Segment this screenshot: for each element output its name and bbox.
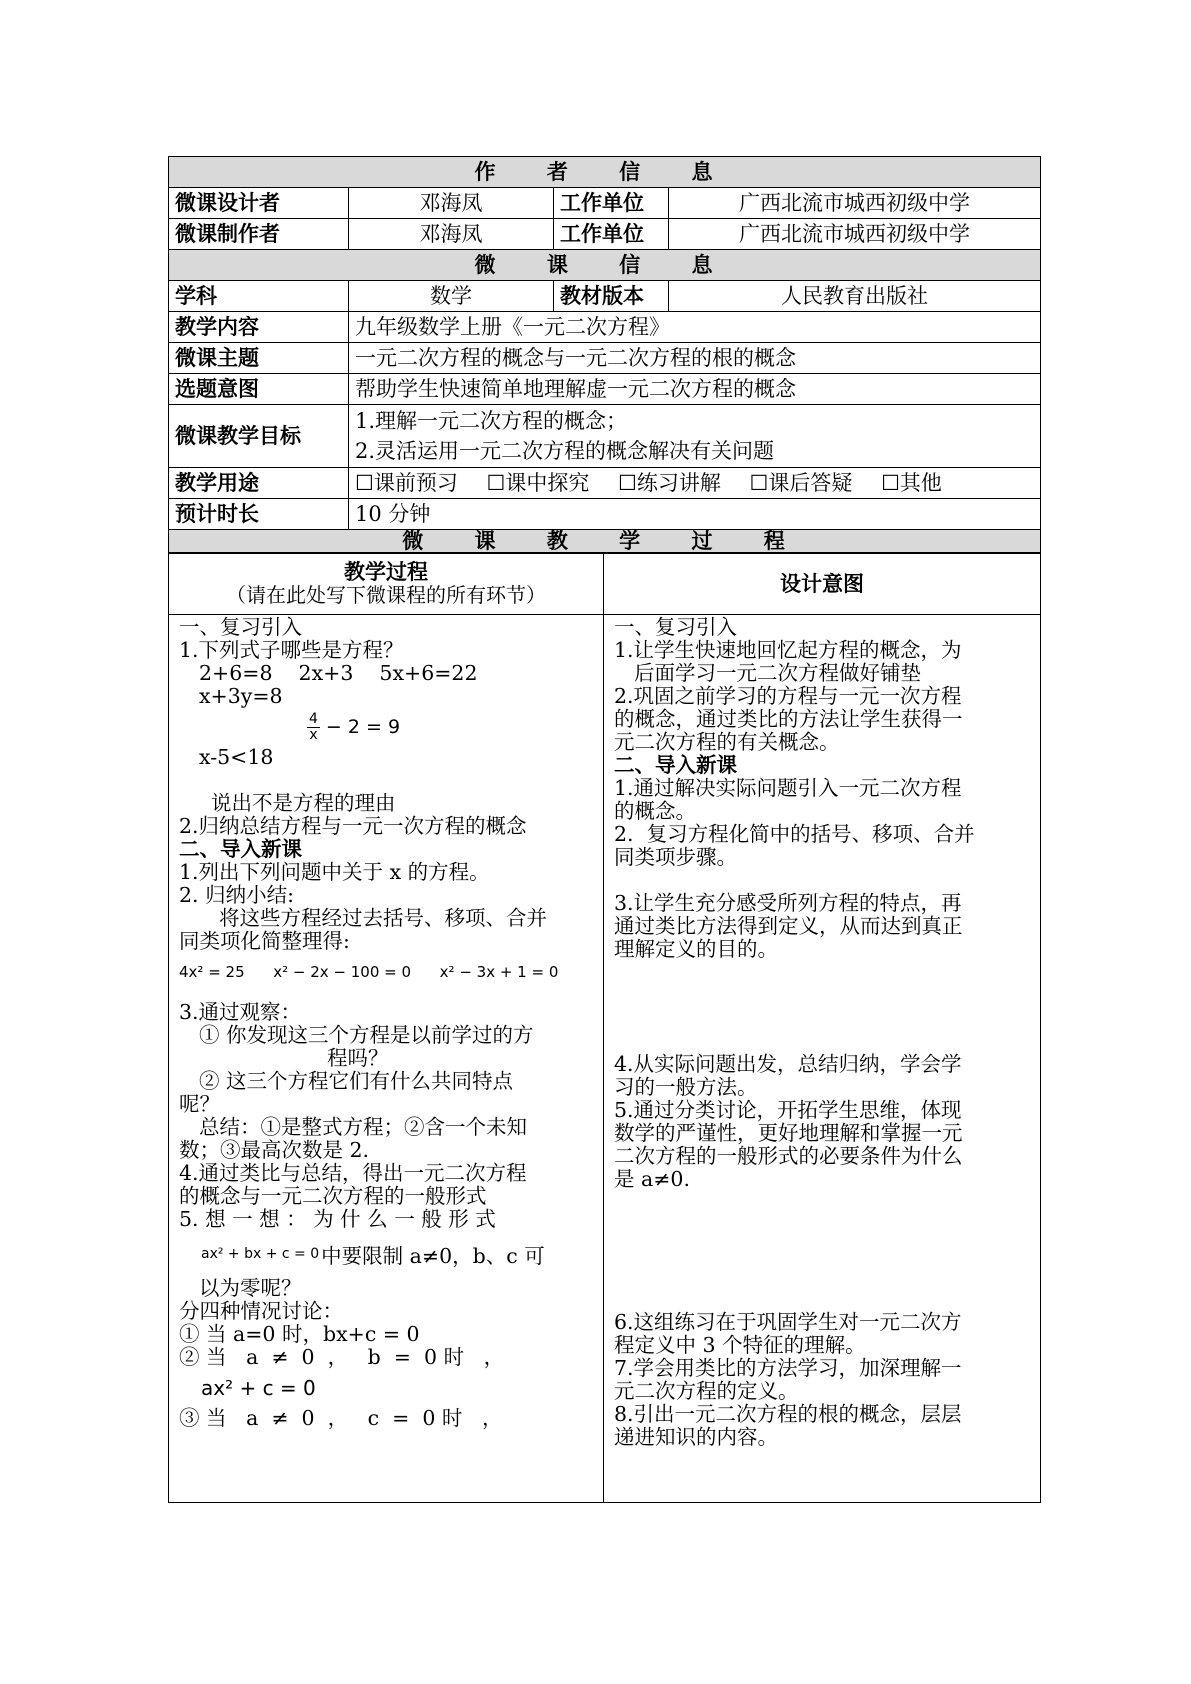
spacer: [614, 869, 1030, 892]
process-line: 2. 归纳小结:: [179, 883, 294, 907]
general-form-row: [179, 1231, 593, 1277]
process-header: 微 课 教 学 过 程: [169, 530, 1041, 553]
lesson-plan-sheet: [168, 156, 1040, 1503]
designer-unit: 广西北流市城西初级中学: [669, 188, 1041, 219]
design-line: 通过类比方法得到定义，从而达到真正: [614, 914, 963, 938]
process-line: 呢？: [179, 1092, 220, 1116]
design-line: 二次方程的一般形式的必要条件为什么: [614, 1144, 963, 1168]
design-line: 理解定义的目的。: [614, 937, 778, 961]
design-column-header: [604, 554, 1041, 615]
design-line: 元二次方程的有关概念。: [614, 730, 840, 754]
process-line: 数；③最高次数是 2.: [179, 1138, 370, 1162]
process-line: 3.通过观察：: [179, 1000, 302, 1024]
designer-name: 邓海凤: [349, 188, 554, 219]
process-line: 以为零呢？: [199, 1276, 302, 1300]
process-column-header: [169, 554, 604, 615]
usage-checkbox-preview[interactable]: ☐课前预习: [355, 471, 458, 495]
design-line: 7.学会用类比的方法学习，加深理解一: [614, 1356, 962, 1380]
process-head-note: （请在此处写下微课程的所有环节）: [226, 583, 546, 607]
simplified-equations: [179, 959, 593, 985]
design-line: 1.通过解决实际问题引入一元二次方程: [614, 776, 962, 800]
design-line: 习的一般方法。: [614, 1075, 758, 1099]
maker-name: 邓海凤: [349, 219, 554, 250]
duration-value: 10 分钟: [349, 499, 1041, 530]
usage-label: 教学用途: [169, 468, 349, 499]
goal-label: 微课教学目标: [169, 405, 349, 468]
general-form: ax² + bx + c = 0: [201, 1246, 320, 1262]
design-line: 程定义中 3 个特征的理解。: [614, 1333, 866, 1357]
design-line: 递进知识的内容。: [614, 1425, 778, 1449]
process-line: 同类项化简整理得:: [179, 929, 350, 953]
designer-label: 微课设计者: [169, 188, 349, 219]
process-head-title: 教学过程: [344, 560, 428, 584]
process-line: 将这些方程经过去括号、移项、合并: [219, 906, 547, 930]
process-line: 中要限制 a≠0，b、c 可: [321, 1244, 545, 1268]
process-line: 说出不是方程的理由: [211, 791, 396, 815]
usage-options: [349, 468, 1041, 499]
design-line: 4.从实际问题出发，总结归纳，学会学: [614, 1052, 962, 1076]
design-line: 的概念。: [614, 799, 696, 823]
design-line: 一、复习引入: [614, 615, 737, 639]
textbook-label: 教材版本: [554, 281, 669, 312]
process-line: ① 当 a=0 时，bx+c = 0: [179, 1322, 420, 1346]
design-head-title: 设计意图: [780, 572, 864, 596]
design-line: 的概念，通过类比的方法让学生获得一: [614, 707, 963, 731]
subject-value: 数学: [349, 281, 554, 312]
course-info-header: 微 课 信 息: [169, 250, 1041, 281]
goal-item: 2.灵活运用一元二次方程的概念解决有关问题: [355, 439, 775, 463]
design-line: 2.巩固之前学习的方程与一元一次方程: [614, 684, 962, 708]
goal-values: [349, 405, 1041, 468]
process-line: 2+6=8 2x+3 5x+6=22 x+3y=8: [199, 661, 517, 708]
designer-unit-label: 工作单位: [554, 188, 669, 219]
spacer: [179, 987, 593, 1001]
process-line: ② 当 a ≠ 0 ， b = 0 时 ，: [179, 1345, 505, 1369]
subject-label: 学科: [169, 281, 349, 312]
usage-checkbox-practice[interactable]: ☐练习讲解: [618, 471, 721, 495]
intent-value: 帮助学生快速简单地理解虚一元二次方程的概念: [349, 374, 1041, 405]
design-line: 6.这组练习在于巩固学生对一元二次方: [614, 1310, 962, 1334]
process-line: 总结：①是整式方程；②含一个未知: [199, 1115, 527, 1139]
spacer: [614, 961, 1030, 1053]
equation-2: x² − 2x − 100 = 0: [273, 963, 412, 981]
design-line: 后面学习一元二次方程做好铺垫: [634, 661, 921, 685]
textbook-value: 人民教育出版社: [669, 281, 1041, 312]
equation-ax2-c: ax² + c = 0: [201, 1376, 316, 1400]
fraction-rest: − 2 = 9: [325, 716, 401, 738]
process-line: 5. 想 一 想 ： 为 什 么 一 般 形 式: [179, 1207, 496, 1231]
content-value: 九年级数学上册《一元二次方程》: [349, 312, 1041, 343]
content-label: 教学内容: [169, 312, 349, 343]
fraction: $\frac{4}{x}$: [309, 710, 318, 743]
design-line: 是 a≠0.: [614, 1167, 690, 1191]
equation-1: 4x² = 25: [179, 963, 245, 981]
process-line: 分四种情况讨论：: [179, 1299, 343, 1323]
maker-label: 微课制作者: [169, 219, 349, 250]
maker-unit-label: 工作单位: [554, 219, 669, 250]
design-content: [604, 615, 1041, 1503]
theme-value: 一元二次方程的概念与一元二次方程的根的概念: [349, 343, 1041, 374]
design-line: 8.引出一元二次方程的根的概念，层层: [614, 1402, 962, 1426]
equation-3: x² − 3x + 1 = 0: [439, 963, 559, 981]
process-line: 程吗？: [327, 1046, 389, 1070]
duration-label: 预计时长: [169, 499, 349, 530]
maker-unit: 广西北流市城西初级中学: [669, 219, 1041, 250]
process-line: 1.列出下列问题中关于 x 的方程。: [179, 860, 490, 884]
design-line: 5.通过分类讨论，开拓学生思维，体现: [614, 1098, 962, 1122]
theme-label: 微课主题: [169, 343, 349, 374]
process-line: ② 这三个方程它们有什么共同特点: [199, 1069, 514, 1093]
process-line: x-5<18: [199, 745, 274, 769]
author-info-header: 作 者 信 息: [169, 157, 1041, 188]
design-line: 1.让学生快速地回忆起方程的概念，为: [614, 638, 962, 662]
design-line: 数学的严谨性，更好地理解和掌握一元: [614, 1121, 963, 1145]
design-line: 二、导入新课: [614, 753, 737, 777]
process-line: 一、复习引入: [179, 615, 302, 639]
process-line: ① 你发现这三个方程是以前学过的方: [199, 1023, 534, 1047]
fraction-equation: [179, 708, 593, 746]
process-line: 2.归纳总结方程与一元一次方程的概念: [179, 814, 527, 838]
process-content: [169, 615, 604, 1503]
design-line: 3.让学生充分感受所列方程的特点，再: [614, 891, 962, 915]
info-table: [168, 156, 1041, 553]
spacer: [179, 769, 593, 792]
process-line: 1.下列式子哪些是方程？: [179, 638, 404, 662]
process-line: 二、导入新课: [179, 837, 302, 861]
usage-checkbox-other[interactable]: ☐其他: [881, 471, 942, 495]
process-line: 的概念与一元二次方程的一般形式: [179, 1184, 487, 1208]
usage-checkbox-explore[interactable]: ☐课中探究: [486, 471, 590, 495]
design-line: 元二次方程的定义。: [614, 1379, 799, 1403]
intent-label: 选题意图: [169, 374, 349, 405]
design-line: 同类项步骤。: [614, 845, 737, 869]
design-line: 2. 复习方程化简中的括号、移项、合并: [614, 822, 975, 846]
process-line: ③ 当 a ≠ 0 ， c = 0 时 ，: [179, 1406, 503, 1430]
process-table: [168, 553, 1041, 1503]
process-line: 4.通过类比与总结，得出一元二次方程: [179, 1161, 527, 1185]
goal-item: 1.理解一元二次方程的概念；: [355, 409, 628, 433]
usage-checkbox-qa[interactable]: ☐课后答疑: [749, 471, 853, 495]
spacer: [614, 1191, 1030, 1311]
